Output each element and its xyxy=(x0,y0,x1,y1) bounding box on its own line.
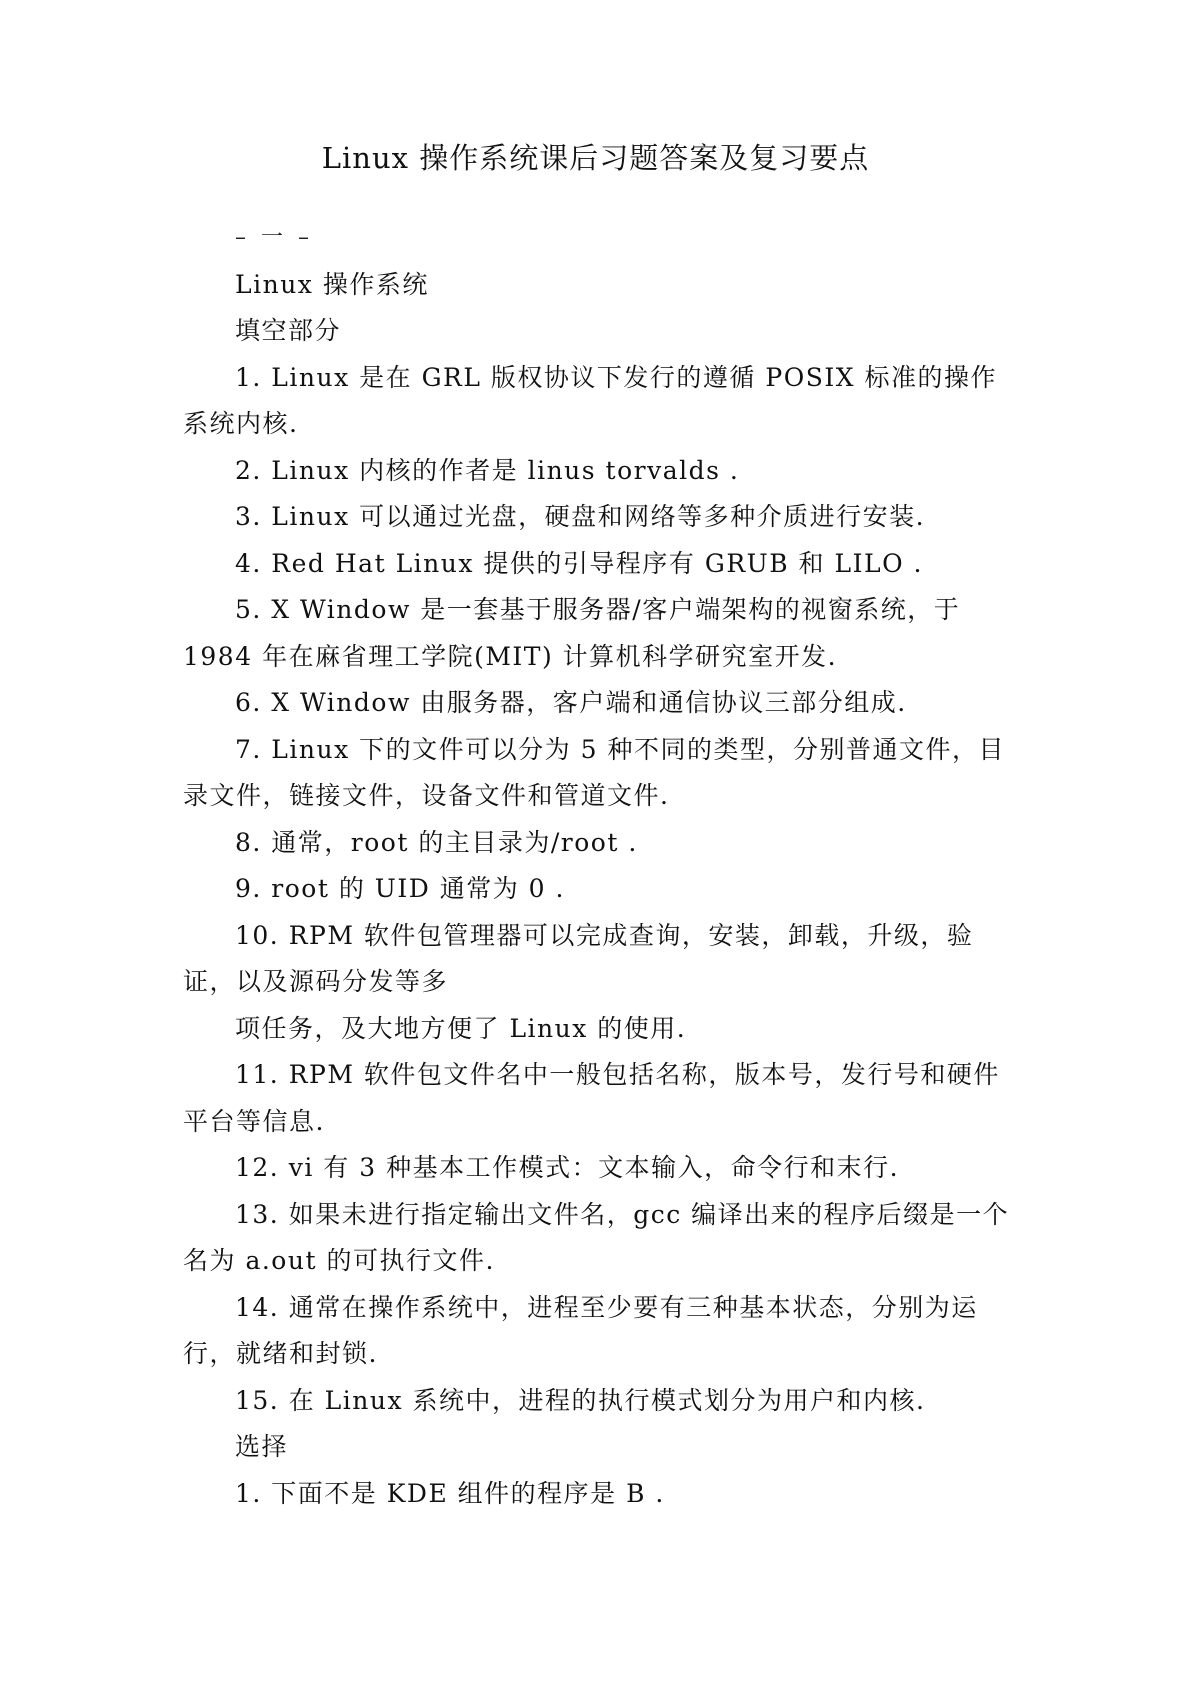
paragraph: 7. Linux 下的文件可以分为 5 种不同的类型，分别普通文件，目录文件，链接文件，设备文件和管道文件. xyxy=(183,734,1005,810)
paragraph: 5. X Window 是一套基于服务器/客户端架构的视窗系统，于 1984 年在麻省理工学院(MIT) 计算机科学研究室开发. xyxy=(183,595,961,671)
paragraph: 1. 下面不是 KDE 组件的程序是 B . xyxy=(235,1478,665,1508)
paragraph: 1. Linux 是在 GRL 版权协议下发行的遵循 POSIX 标准的操作系统内核. xyxy=(183,362,997,438)
paragraph: 11. RPM 软件包文件名中一般包括名称，版本号，发行号和硬件平台等信息. xyxy=(183,1060,1000,1136)
paragraph: 14. 通常在操作系统中，进程至少要有三种基本状态，分别为运行，就绪和封锁. xyxy=(183,1292,978,1368)
subsection-heading: 填空部分 xyxy=(235,316,342,345)
paragraph: 6. X Window 由服务器，客户端和通信协议三部分组成. xyxy=(235,688,907,717)
paragraph: 15. 在 Linux 系统中，进程的执行模式划分为用户和内核. xyxy=(235,1385,926,1415)
paragraph: 9. root 的 UID 通常为 0 . xyxy=(235,874,565,903)
paragraph: 2. Linux 内核的作者是 linus torvalds . xyxy=(235,455,740,485)
document-body xyxy=(183,215,1013,1517)
subsection-heading: 选择 xyxy=(235,1432,289,1461)
page-divider: – 一 – xyxy=(235,225,313,250)
paragraph: 4. Red Hat Linux 提供的引导程序有 GRUB 和 LILO . xyxy=(235,548,923,578)
paragraph: 3. Linux 可以通过光盘，硬盘和网络等多种介质进行安装. xyxy=(235,502,926,531)
paragraph: 13. 如果未进行指定输出文件名，gcc 编译出来的程序后缀是一个名为 a.out 的可执行文件. xyxy=(183,1199,1010,1275)
section-heading: Linux 操作系统 xyxy=(235,269,429,299)
document-title: Linux 操作系统课后习题答案及复习要点 xyxy=(321,141,870,175)
paragraph: 12. vi 有 3 种基本工作模式：文本输入，命令行和末行. xyxy=(235,1153,900,1182)
paragraph: 10. RPM 软件包管理器可以完成查询，安装，卸载，升级，验证，以及源码分发等多 xyxy=(183,920,974,996)
paragraph: 项任务，及大地方便了 Linux 的使用. xyxy=(235,1013,687,1043)
paragraph: 8. 通常，root 的主目录为/root . xyxy=(235,827,638,857)
